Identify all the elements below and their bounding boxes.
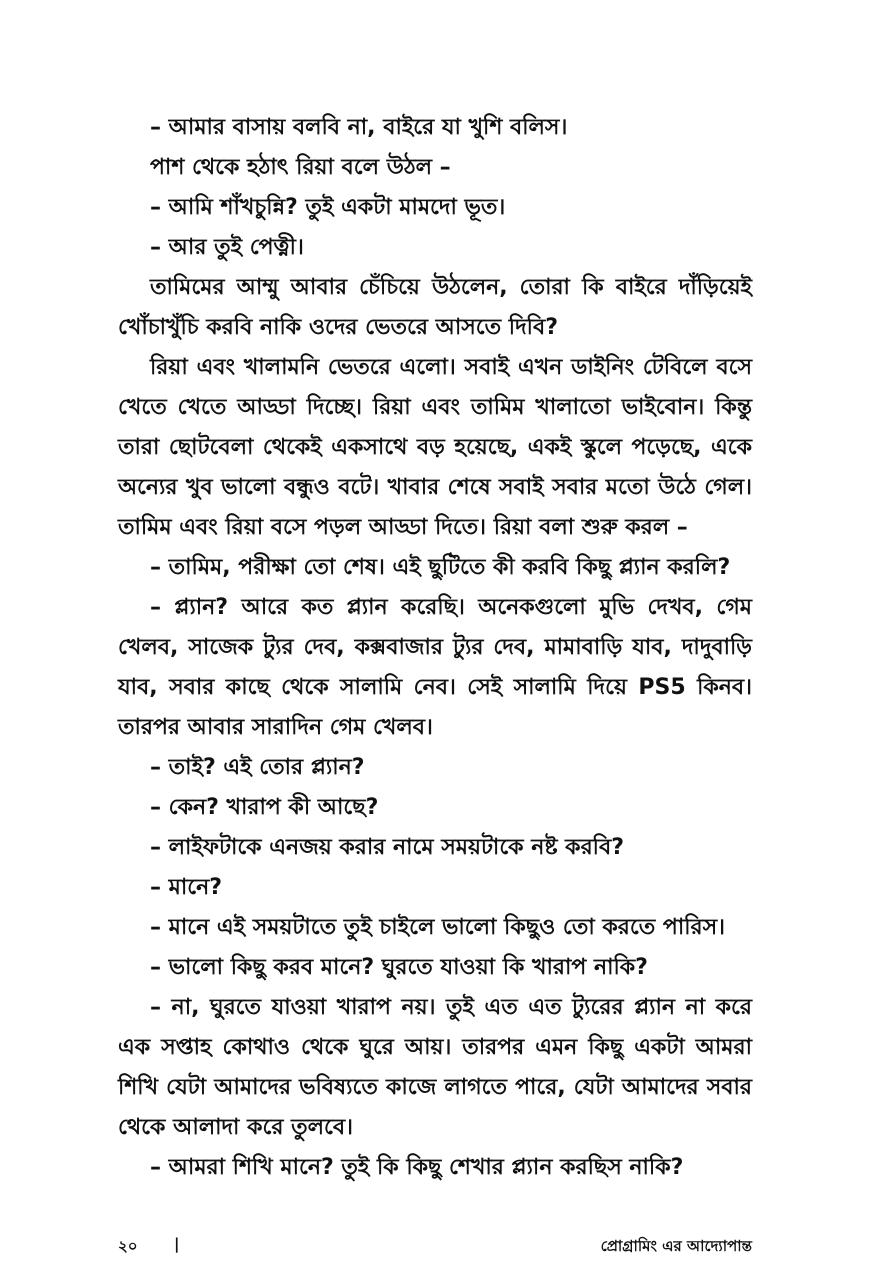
paragraph: – আমরা শিখি মানে? তুই কি কিছু শেখার প্ল্যান করছিস নাকি? [150, 1155, 684, 1180]
running-title: প্রোগ্রামিং এর আদ্যোপান্ত [600, 1237, 752, 1255]
paragraph: – তাই? এই তোর প্ল্যান? [150, 755, 365, 780]
paragraph: – প্ল্যান? আরে কত প্ল্যান করেছি। অনেকগুলো মুভি দেখব, গেম খেলব, সাজেক ট্যুর দেব, কক্সবাজার ট্যুর দেব, মামাবাড়ি যাব, দাদুবাড়ি যাব, সবার কাছে থেকে সালামি নেব। সেই সালামি দিয়ে PS5 কিনব। তারপর আবার সারাদিন গেম খেলব। [118, 595, 752, 740]
paragraph: তামিমের আম্মু আবার চেঁচিয়ে উঠলেন, তোরা কি বাইরে দাঁড়িয়েই খোঁচাখুঁচি করবি নাকি ওদের ভেতরে আসতে দিবি? [118, 275, 752, 340]
paragraph: – না, ঘুরতে যাওয়া খারাপ নয়। তুই এত এত ট্যুরের প্ল্যান না করে এক সপ্তাহ কোথাও থেকে ঘুরে আয়। তারপর এমন কিছু একটা আমরা শিখি যেটা আমাদের ভবিষ্যতে কাজে লাগতে পারে, যেটা আমাদের সবার থেকে আলাদা করে তুলবে। [118, 995, 752, 1140]
paragraph: – লাইফটাকে এনজয় করার নামে সময়টাকে নষ্ট করবি? [150, 835, 624, 860]
footer-separator: | [174, 1235, 180, 1253]
paragraph: – আর তুই পেত্নী। [150, 235, 304, 260]
paragraph: – ভালো কিছু করব মানে? ঘুরতে যাওয়া কি খারাপ নাকি? [150, 955, 648, 980]
paragraph: – আমি শাঁখচুন্নি? তুই একটা মামদো ভূত। [150, 195, 506, 220]
paragraph: – তামিম, পরীক্ষা তো শেষ। এই ছুটিতে কী করবি কিছু প্ল্যান করলি? [150, 555, 731, 580]
paragraph: – কেন? খারাপ কী আছে? [150, 795, 379, 820]
paragraph: – মানে এই সময়টাতে তুই চাইলে ভালো কিছুও তো করতে পারিস। [150, 915, 725, 940]
paragraph: – আমার বাসায় বলবি না, বাইরে যা খুশি বলিস। [150, 115, 568, 140]
paragraph: পাশ থেকে হঠাৎ রিয়া বলে উঠল – [150, 155, 451, 180]
page-footer [118, 1235, 752, 1259]
page-body [118, 108, 752, 1188]
page-number: ২০ [118, 1237, 138, 1255]
paragraph: – মানে? [150, 875, 222, 900]
paragraph: রিয়া এবং খালামনি ভেতরে এলো। সবাই এখন ডাইনিং টেবিলে বসে খেতে খেতে আড্ডা দিচ্ছে। রিয়া এবং তামিম খালাতো ভাইবোন। কিন্তু তারা ছোটবেলা থেকেই একসাথে বড় হয়েছে, একই স্কুলে পড়েছে, একে অন্যের খুব ভালো বন্ধুও বটে। খাবার শেষে সবাই সবার মতো উঠে গেল। তামিম এবং রিয়া বসে পড়ল আড্ডা দিতে। রিয়া বলা শুরু করল – [118, 355, 752, 540]
